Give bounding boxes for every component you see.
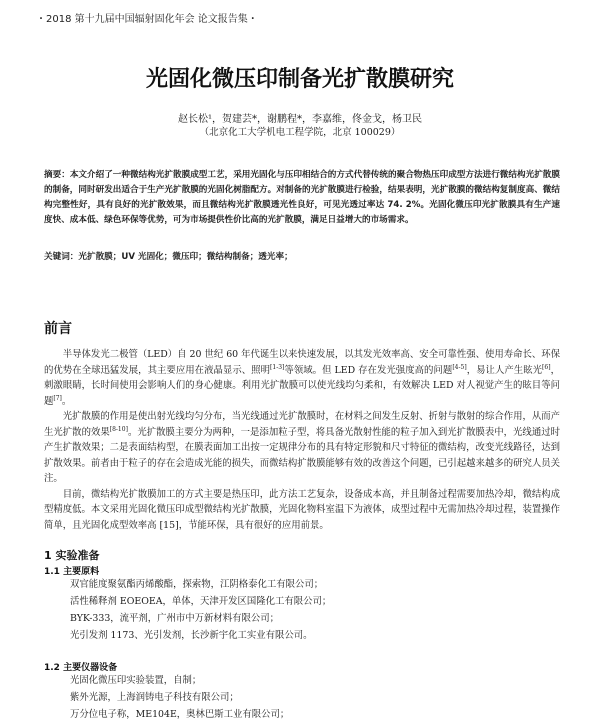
list-item: BYK-333，流平剂，广州市中万新材料有限公司； bbox=[70, 613, 280, 624]
keywords-text: 光扩散膜；UV 光固化；微压印；微结构制备；透光率； bbox=[78, 252, 293, 262]
running-header: ・2018 第十九届中国辐射固化年会 论文报告集・ bbox=[36, 14, 258, 25]
section-1-1-heading: 1.1 主要原料 bbox=[44, 567, 100, 577]
paper-title: 光固化微压印制备光扩散膜研究 bbox=[145, 67, 454, 92]
section-1-heading: 1 实验准备 bbox=[44, 549, 100, 562]
equipment-list bbox=[70, 672, 560, 723]
intro-paragraph-1: 半导体发光二极管（LED）自 20 世纪 60 年代诞生以来快速发展，以其发光效率高、安全可靠性强、使用寿命长、环保的优势在全球迅猛发展，其主要应用在液晶显示、照明[1-3]等领域。但 LED 存在发光强度高的问题[4-5]，易让人产生眩光[6]，刺激眼睛，长时间使用会影响人们的身心健康。利用光扩散膜可以使光线均匀柔和，有效解决 LED 对人视觉产生的眩目等问题[7]。 bbox=[44, 349, 560, 407]
intro-body bbox=[44, 347, 560, 533]
list-item: 万分位电子称，ME104E，奥林巴斯工业有限公司； bbox=[70, 709, 290, 720]
list-item: 紫外光源，上海润铸电子科技有限公司； bbox=[70, 692, 239, 703]
authors: 赵长松¹，贺建芸*，谢鹏程*，李嘉维，佟金戈，杨卫民 bbox=[177, 114, 422, 125]
list-item: 活性稀释剂 EOEOEA，单体，天津开发区国隆化工有限公司； bbox=[70, 596, 332, 607]
materials-list bbox=[70, 576, 560, 644]
intro-paragraph-3: 目前，微结构光扩散膜加工的方式主要是热压印，此方法工艺复杂，设备成本高，并且制备过程需要加热冷却，微结构成型精度低。本文采用光固化微压印成型微结构光扩散膜，光固化物料室温下为液体，成型过程中无需加热冷却过程，装置操作简单，且光固化成型效率高 [15]，节能环保，具有很好的应用前景。 bbox=[44, 488, 560, 531]
keywords bbox=[44, 250, 560, 262]
intro-heading: 前言 bbox=[44, 321, 72, 337]
abstract-text: 本文介绍了一种微结构光扩散膜成型工艺，采用光固化与压印相结合的方式代替传统的聚合物热压印成型方法进行微结构光扩散膜的制备，同时研发出适合于生产光扩散膜的光固化树脂配方。对制备的光扩散膜进行检验，结果表明，光扩散膜的微结构复制度高、微结构完整性好，具有良好的光扩散效果，而且微结构光扩散膜透光性良好，可见光透过率达 74. 2%。光固化微压印光扩散膜具有生产速度快、成本低、绿色环保等优势，可为市场提供性价比高的光扩散膜，满足日益增大的市场需求。 bbox=[44, 170, 560, 225]
list-item: 光引发剂 1173、光引发剂，长沙新宇化工实业有限公司。 bbox=[70, 630, 313, 641]
list-item: 光固化微压印实验装置，自制； bbox=[70, 675, 202, 686]
affiliation: （北京化工大学机电工程学院，北京 100029） bbox=[199, 127, 401, 138]
abstract bbox=[44, 168, 560, 228]
list-item: 双官能度聚氨酯丙烯酸酯，探索物，江阴格泰化工有限公司； bbox=[70, 579, 324, 590]
section-1-2-heading: 1.2 主要仪器设备 bbox=[44, 663, 118, 673]
abstract-label: 摘要： bbox=[44, 170, 70, 180]
keywords-label: 关键词： bbox=[44, 252, 79, 262]
intro-paragraph-2: 光扩散膜的作用是使出射光线均匀分布，当光线通过光扩散膜时，在材料之间发生反射、折射与散射的综合作用，从而产生光扩散的效果[8-10]。光扩散膜主要分为两种，一是添加粒子型，将具备光散射性能的粒子加入到光扩散膜表中，光线通过时产生扩散效果；二是表面结构型，在膜表面加工出按一定规律分布的具有特定形貌和尺寸特征的微结构，改变光线路径，达到扩散效果。前者由于粒子的存在会造成光能的损失，而微结构扩散膜能够有效的改善这个问题，已引起越来越多的研究人员关注。 bbox=[44, 411, 560, 484]
